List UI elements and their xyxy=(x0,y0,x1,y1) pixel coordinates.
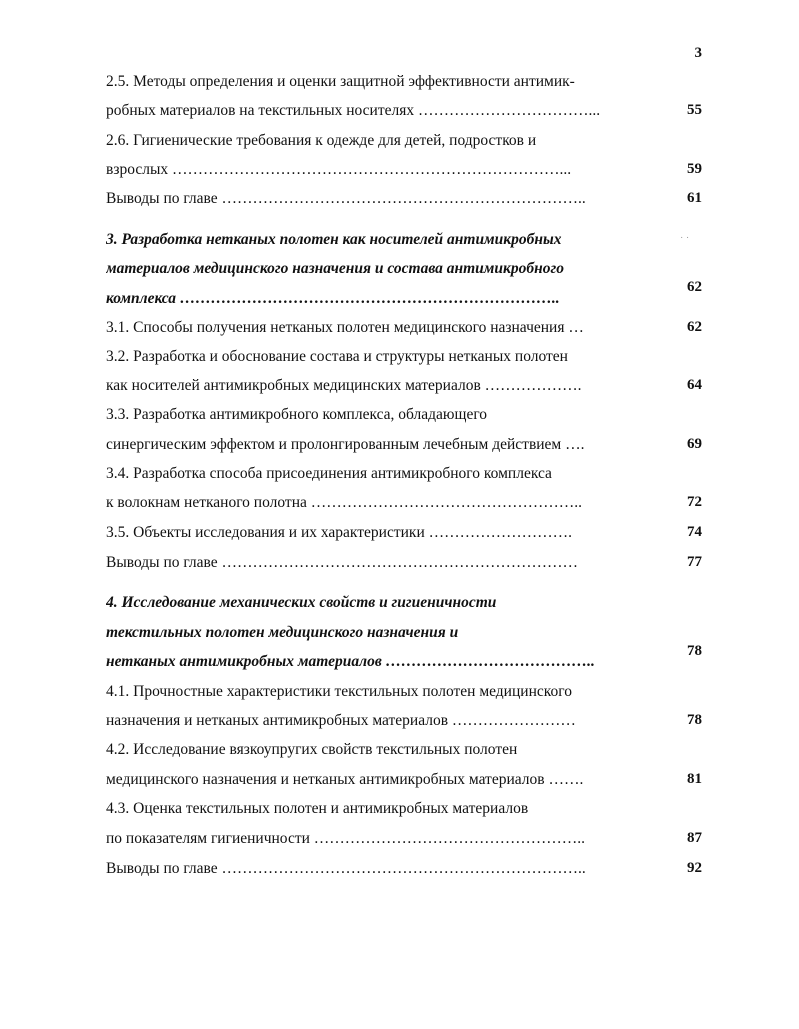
toc-line: 3.1. Способы получения нетканых полотен медицинского назначения … xyxy=(106,319,584,336)
toc-page-ref: 74 xyxy=(687,524,702,540)
chapter-heading: комплекса ……………………………………………………………….. xyxy=(106,290,560,307)
toc-page-ref: 69 xyxy=(687,436,702,452)
toc-page-ref: 59 xyxy=(687,161,702,177)
toc-line: к волокнам нетканого полотна …………………………………………….. xyxy=(106,494,582,511)
toc-page-ref: 78 xyxy=(687,712,702,728)
toc-line: 4.3. Оценка текстильных полотен и антимикробных материалов xyxy=(106,800,529,817)
toc-line: 2.5. Методы определения и оценки защитной эффективности антимик- xyxy=(106,73,575,90)
toc-line: 2.6. Гигиенические требования к одежде для детей, подростков и xyxy=(106,132,537,149)
chapter-heading: 3. Разработка нетканых полотен как носителей антимикробных xyxy=(106,231,562,248)
toc-page-ref: 77 xyxy=(687,554,702,570)
toc-line: как носителей антимикробных медицинских материалов ………………. xyxy=(106,377,582,394)
toc-page-ref: 62 xyxy=(687,319,702,335)
toc-line: Выводы по главе …………………………………………………………….. xyxy=(106,190,586,207)
page-number: 3 xyxy=(694,45,702,61)
chapter-heading: текстильных полотен медицинского назначения и xyxy=(106,624,459,641)
toc-line: 4.1. Прочностные характеристики текстильных полотен медицинского xyxy=(106,683,572,700)
chapter-heading: нетканых антимикробных материалов ………………………………….. xyxy=(106,653,595,670)
toc-line: 3.4. Разработка способа присоединения антимикробного комплекса xyxy=(106,465,552,482)
toc-page-ref: 81 xyxy=(687,771,702,787)
toc-page-ref: 92 xyxy=(687,860,702,876)
toc-line: 3.5. Объекты исследования и их характеристики ………………………. xyxy=(106,524,572,541)
toc-page-ref: 64 xyxy=(687,377,702,393)
toc-line: 3.3. Разработка антимикробного комплекса, обладающего xyxy=(106,406,488,423)
toc-page-ref: 61 xyxy=(687,190,702,206)
scan-specks: ˙ ˙ xyxy=(680,236,690,247)
toc-line: Выводы по главе …………………………………………………………… xyxy=(106,554,579,571)
toc-line: робных материалов на текстильных носителях ……………………………... xyxy=(106,102,601,119)
toc-line: взрослых …………………………………………………………………... xyxy=(106,161,572,178)
toc-page-ref: 55 xyxy=(687,102,702,118)
toc-line: Выводы по главе …………………………………………………………….. xyxy=(106,860,586,877)
toc-line: по показателям гигиеничности …………………………………………….. xyxy=(106,830,586,847)
toc-page-ref: 62 xyxy=(687,279,702,295)
toc-line: 3.2. Разработка и обоснование состава и структуры нетканых полотен xyxy=(106,348,568,365)
toc-line: синергическим эффектом и пролонгированным лечебным действием …. xyxy=(106,436,585,453)
toc-line: 4.2. Исследование вязкоупругих свойств текстильных полотен xyxy=(106,741,518,758)
toc-page-ref: 87 xyxy=(687,830,702,846)
toc-page-ref: 72 xyxy=(687,494,702,510)
toc-line: медицинского назначения и нетканых антимикробных материалов ……. xyxy=(106,771,584,788)
toc-page-ref: 78 xyxy=(687,643,702,659)
toc-line: назначения и нетканых антимикробных материалов …………………… xyxy=(106,712,576,729)
chapter-heading: материалов медицинского назначения и состава антимикробного xyxy=(106,260,564,277)
chapter-heading: 4. Исследование механических свойств и гигиеничности xyxy=(106,594,497,611)
